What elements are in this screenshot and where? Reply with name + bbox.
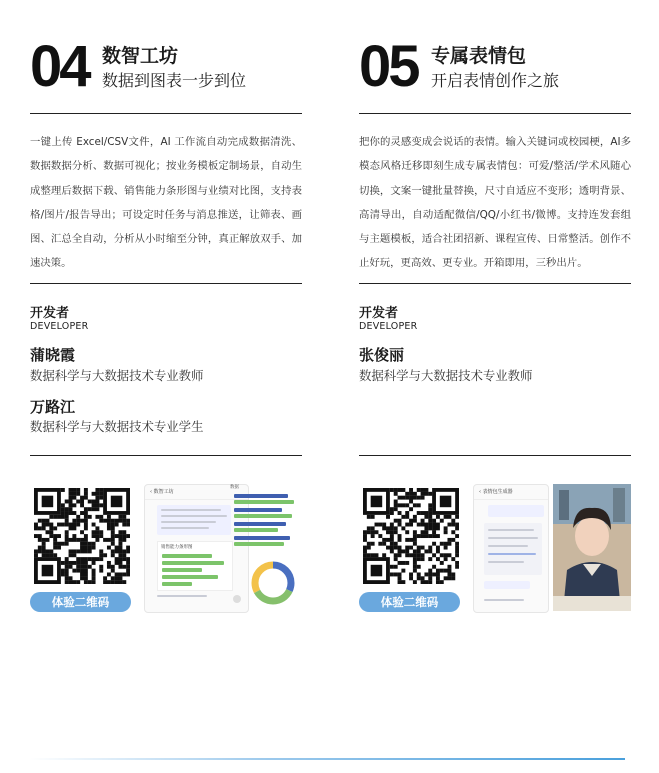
section-number: 05 xyxy=(359,34,418,99)
chart-card: 销售能力条形图 xyxy=(157,541,233,591)
person-name: 蒲晓霞 xyxy=(30,346,76,364)
divider xyxy=(359,283,631,284)
divider xyxy=(30,455,302,456)
qr-code[interactable] xyxy=(363,488,459,584)
app-screenshot xyxy=(473,484,549,613)
section-title: 专属表情包 xyxy=(431,45,527,67)
section-description: 一键上传 Excel/CSV文件，AI 工作流自动完成数据清洗、数据数据分析、数据可视化；按业务模板定制场景，自动生成整理后数据下载、销售能力条形图与业绩对比图，支持表格/图片/报告导出；可设定时任务与消息推送，让筛表、画图、汇总全自动，分析从小时缩至分钟，真正解放双手、加速决策。 xyxy=(30,136,302,270)
qr-experience-button[interactable]: 体验二维码 xyxy=(359,592,460,612)
generated-portrait-image xyxy=(553,484,631,611)
person-name: 张俊丽 xyxy=(359,346,405,364)
developer-label: 开发者 xyxy=(30,306,70,321)
developer-label-en: DEVELOPER xyxy=(30,321,89,332)
footer-divider xyxy=(30,758,625,760)
qr-code[interactable] xyxy=(34,488,130,584)
developer-label: 开发者 xyxy=(359,306,399,321)
developer-label-en: DEVELOPER xyxy=(359,321,418,332)
qr-experience-button[interactable]: 体验二维码 xyxy=(30,592,131,612)
person-role: 数据科学与大数据技术专业教师 xyxy=(359,368,533,383)
section-subtitle: 数据到图表一步到位 xyxy=(102,71,247,90)
section-title: 数智工坊 xyxy=(102,45,179,67)
app-screenshot-title: ‹ 表情包生成器 xyxy=(474,485,548,500)
section-subtitle: 开启表情创作之旅 xyxy=(431,71,560,90)
divider xyxy=(30,113,302,114)
person-role: 数据科学与大数据技术专业学生 xyxy=(30,419,204,434)
chart-screenshot: 数据 xyxy=(230,484,302,610)
section-number: 04 xyxy=(30,34,89,99)
divider xyxy=(359,455,631,456)
person-role: 数据科学与大数据技术专业教师 xyxy=(30,368,204,383)
donut-chart xyxy=(246,556,300,610)
section-description: 把你的灵感变成会说话的表情。输入关键词或校园梗，AI多模态风格迁移即刻生成专属表情包：可爱/整活/学术风随心切换，文案一键批量替换，尺寸自适应不变形；透明背景、高清导出，自动适配微信/QQ/小红书/微博。支持连发套组与主题模板，适合社团招新、课程宣传、日常整活。创作不止好玩，更高效、更专业。开箱即用，三秒出片。 xyxy=(359,136,631,270)
divider xyxy=(359,113,631,114)
app-screenshot-title: ‹ 数智工坊 xyxy=(145,485,248,500)
divider xyxy=(30,283,302,284)
person-name: 万路江 xyxy=(30,398,76,416)
